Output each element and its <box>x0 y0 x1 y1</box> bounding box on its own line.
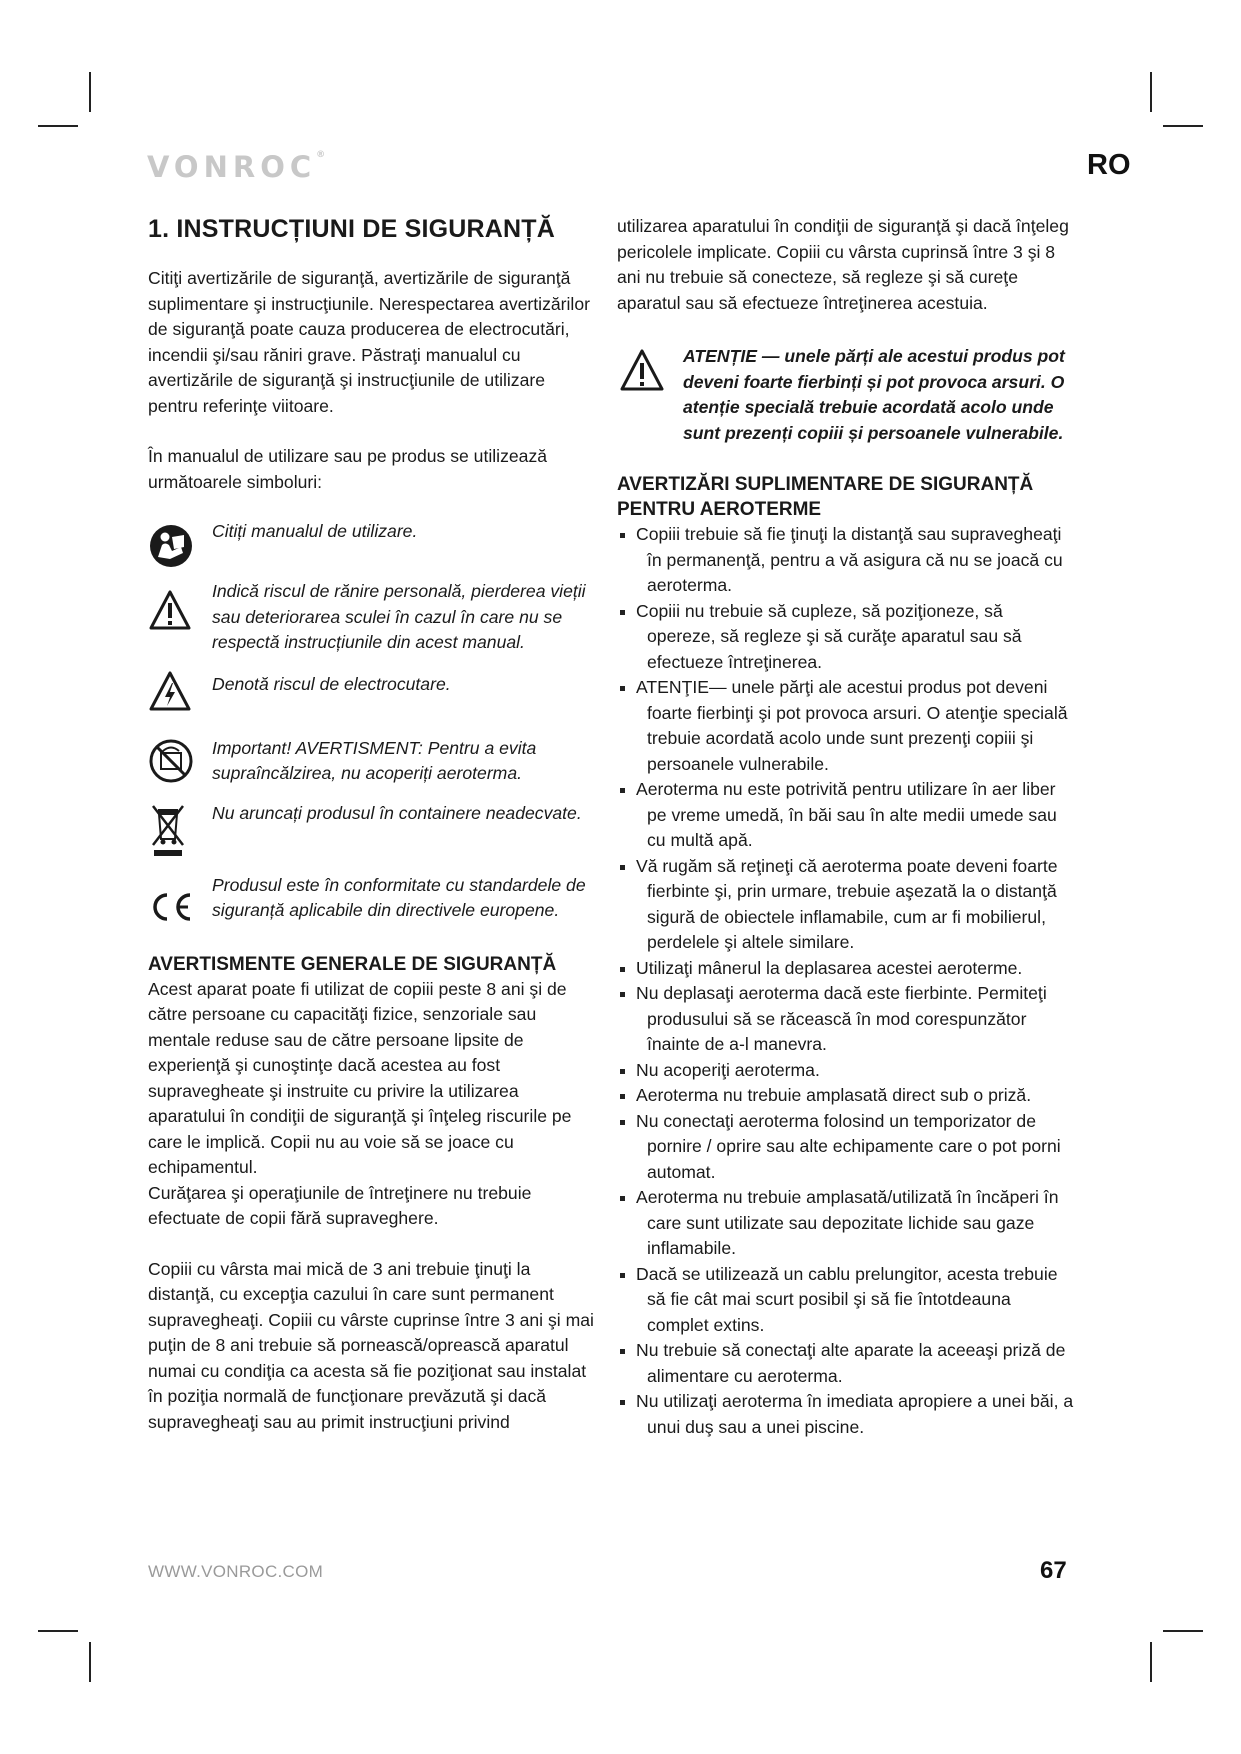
right-column <box>617 214 1074 1440</box>
symbol-row <box>148 801 598 851</box>
weee-bin-icon <box>148 801 188 865</box>
crop-mark <box>89 72 91 112</box>
electric-shock-icon <box>148 670 192 720</box>
general-safety-heading: AVERTISMENTE GENERALE DE SIGURANȚĂ <box>148 953 557 975</box>
crop-mark <box>1150 72 1152 112</box>
supplementary-heading: AVERTIZĂRI SUPLIMENTARE DE SIGURANȚĂ PENTRU AEROTERME <box>617 474 1034 520</box>
supplementary-list <box>617 522 1074 1440</box>
symbol-row <box>148 736 598 787</box>
symbol-row <box>148 873 598 924</box>
list-item: Vă rugăm să reţineţi că aeroterma poate deveni foarte fierbinte şi, prin urmare, trebuie aşezată la o distanţă sigură de obiectele inflamabile, cum ar fi mobilierul, perdelele şi altele similare. <box>617 854 1074 956</box>
symbol-row <box>148 519 598 569</box>
symbol-text: Denotă riscul de electrocutare. <box>212 673 451 694</box>
warning-triangle-icon <box>148 589 192 639</box>
crop-mark <box>1163 1630 1203 1632</box>
do-not-cover-icon <box>148 738 194 792</box>
left-column <box>148 214 598 1435</box>
warning-triangle-icon <box>619 348 665 400</box>
list-item: Dacă se utilizează un cablu prelungitor, acesta trebuie să fie cât mai scurt posibil şi să fie întotdeauna complet extins. <box>617 1262 1074 1339</box>
symbol-text: Nu aruncați produsul în containere neadecvate. <box>212 802 582 823</box>
list-item: ATENŢIE— unele părţi ale acestui produs pot deveni foarte fierbinţi şi pot provoca arsuri. O atenţie specială trebuie acordată acolo unde sunt prezenţi copiii şi persoanele vulnerabile. <box>617 675 1074 777</box>
symbols-intro: În manualul de utilizare sau pe produs se utilizează următoarele simboluri: <box>148 446 548 492</box>
list-item: Aeroterma nu trebuie amplasată/utilizată în încăperi în care sunt utilizate sau depozitate lichide sau gaze inflamabile. <box>617 1185 1074 1262</box>
symbol-row <box>148 579 598 656</box>
symbol-text: Important! AVERTISMENT: Pentru a evita supraîncălzirea, nu acoperiți aeroterma. <box>212 737 537 783</box>
crop-mark <box>1163 125 1203 127</box>
brand-logo: VONROC® <box>147 150 326 184</box>
list-item: Nu conectaţi aeroterma folosind un temporizator de pornire / oprire sau alte echipamente care o pot porni automat. <box>617 1109 1074 1186</box>
general-paragraph: Copiii cu vârsta mai mică de 3 ani trebuie ţinuţi la distanţă, cu excepţia cazului în care sunt permanent supravegheaţi. Copiii cu vârste cuprinse între 3 ani şi mai puţin de 8 ani trebuie să pornească/oprească aparatul numai cu condiţia ca acesta să fie poziţionat sau instalat în poziţia normală de funcţionare prevăzută şi dacă supravegheaţi sau au primit instrucţiuni privind <box>148 1258 594 1432</box>
list-item: Nu utilizaţi aeroterma în imediata apropiere a unei băi, a unui duş sau a unei piscine. <box>617 1389 1074 1440</box>
crop-mark <box>38 125 78 127</box>
list-item: Aeroterma nu trebuie amplasată direct sub o priză. <box>617 1083 1074 1109</box>
hot-surface-warning <box>617 344 1074 446</box>
ce-mark-icon <box>148 891 194 931</box>
list-item: Copiii nu trebuie să cupleze, să poziţioneze, să opereze, să regleze şi să curăţe aparatul sau să efectueze întreţinerea. <box>617 599 1074 676</box>
list-item: Nu deplasaţi aeroterma dacă este fierbinte. Permiteţi produsului să se răcească în mod corespunzător înainte de a-l manevra. <box>617 981 1074 1058</box>
symbol-text: Indică riscul de rănire personală, pierderea vieții sau deteriorarea sculei în cazul în care nu se respectă instrucțiunile din acest manual. <box>212 581 586 652</box>
crop-mark <box>38 1630 78 1632</box>
read-manual-icon <box>148 523 194 577</box>
list-item: Copiii trebuie să fie ţinuţi la distanţă sau supravegheaţi în permanenţă, pentru a vă asigura că nu se joacă cu aeroterma. <box>617 522 1074 599</box>
list-item: Nu trebuie să conectaţi alte aparate la aceeaşi priză de alimentare cu aeroterma. <box>617 1338 1074 1389</box>
warning-text: ATENȚIE — unele părți ale acestui produs pot deveni foarte fierbinți și pot provoca arsuri. O atenție specială trebuie acordată acolo unde sunt prezenți copiii și persoanele vulnerabile. <box>683 346 1065 443</box>
list-item: Utilizaţi mânerul la deplasarea acestei aeroterme. <box>617 956 1074 982</box>
continuation-paragraph: utilizarea aparatului în condiţii de siguranţă şi dacă înţeleg pericolele implicate. Copiii cu vârsta cuprinsă între 3 şi 8 ani nu trebuie să conecteze, să regleze şi să cureţe aparatul sau să efectueze întreţinerea acestuia. <box>617 216 1069 313</box>
list-item: Aeroterma nu este potrivită pentru utilizare în aer liber pe vreme umedă, în băi sau în alte medii umede sau cu multă apă. <box>617 777 1074 854</box>
symbol-text: Produsul este în conformitate cu standardele de siguranță aplicabile din directivele europene. <box>212 874 586 920</box>
footer-url: WWW.VONROC.COM <box>148 1562 324 1581</box>
general-paragraph: Acest aparat poate fi utilizat de copiii peste 8 ani şi de către persoane cu capacităţi fizice, senzoriale sau mentale reduse sau de către persoane lipsite de experienţă şi cunoştinţe dacă acestea au fost supravegheate şi instruite cu privire la utilizarea aparatului în condiţii de siguranţă şi înţeleg riscurile pe care le implică. Copii nu au voie să se joace cu echipamentul. <box>148 978 572 1177</box>
page-number: 67 <box>1040 1557 1067 1584</box>
intro-paragraph: Citiţi avertizările de siguranţă, avertizările de siguranţă suplimentare şi instrucţiunile. Nerespectarea avertizărilor de siguranţă poate cauza producerea de electrocutări, incendii şi/sau răniri grave. Păstraţi manualul cu avertizările de siguranţă şi instrucţiunile de utilizare pentru referinţe viitoare. <box>148 268 590 416</box>
crop-mark <box>1150 1642 1152 1682</box>
symbol-row <box>148 672 598 722</box>
crop-mark <box>89 1642 91 1682</box>
section-title: 1. INSTRUCȚIUNI DE SIGURANȚĂ <box>148 215 556 243</box>
symbol-text: Citiți manualul de utilizare. <box>212 521 418 541</box>
list-item: Nu acoperiţi aeroterma. <box>617 1058 1074 1084</box>
brand-name: VONROC <box>147 150 317 184</box>
general-paragraph: Curăţarea şi operaţiunile de întreţinere nu trebuie efectuate de copii fără supraveghere. <box>148 1182 532 1228</box>
language-code: RO <box>1087 149 1131 181</box>
